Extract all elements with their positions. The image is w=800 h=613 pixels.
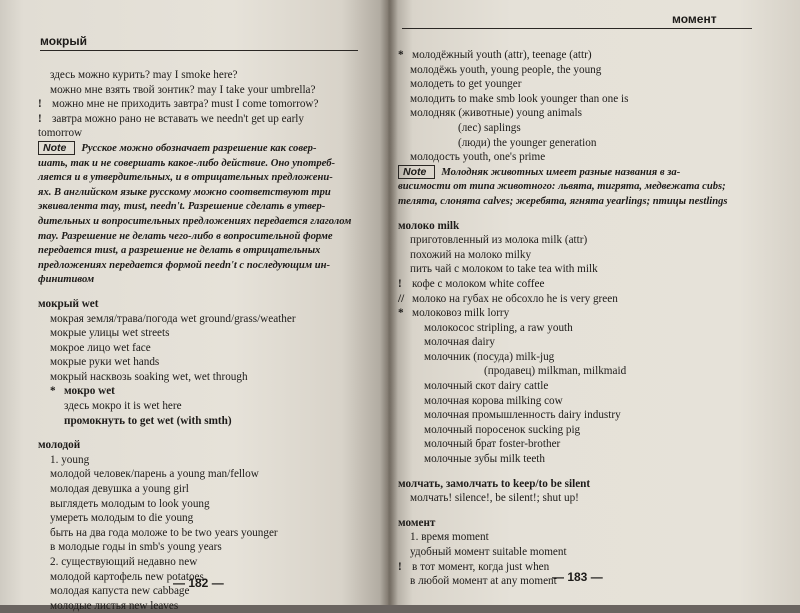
- entry-line: молодая девушка a young girl: [50, 483, 189, 496]
- entry-line: молочный поросенок sucking pig: [424, 423, 581, 436]
- entry-line: 1. young: [50, 453, 90, 466]
- usage-note-line: Русское можно обозначает разрешение как совер-: [81, 142, 317, 154]
- dictionary-line: [38, 370, 368, 385]
- dictionary-line: [398, 394, 778, 409]
- dictionary-line: [38, 258, 368, 273]
- entry-spacer: [38, 428, 368, 438]
- dictionary-line: [38, 141, 368, 156]
- entry-line: молодеть to get younger: [410, 78, 522, 91]
- entry-line: можно мне взять твой зонтик? may I take your umbrella?: [50, 83, 316, 96]
- dictionary-line: [398, 48, 778, 63]
- dictionary-line: [38, 97, 368, 112]
- dictionary-line: [398, 262, 778, 277]
- dictionary-line: [398, 379, 778, 394]
- dictionary-line: [38, 526, 368, 541]
- dictionary-line: [398, 335, 778, 350]
- left-text-column: [38, 68, 368, 613]
- dictionary-line: [398, 292, 778, 307]
- dictionary-line: [38, 467, 368, 482]
- dictionary-line: [398, 306, 778, 321]
- entry-line: можно мне не приходить завтра? must I come tomorrow?: [52, 98, 319, 111]
- dictionary-line: [398, 179, 778, 194]
- usage-note-line: Молодняк животных имеет разные названия в за-: [441, 166, 681, 178]
- dictionary-entry-head: [398, 477, 778, 492]
- usage-note-line: эквивалента may, must, needn't. Разрешение сделать в утвер-: [38, 201, 326, 213]
- asterisk-marker: *: [398, 49, 404, 61]
- dictionary-line: [398, 423, 778, 438]
- entry-line: молочный брат foster-brother: [424, 438, 561, 451]
- entry-spacer: [398, 209, 778, 219]
- usage-note-line: финитивом: [38, 274, 95, 286]
- entry-line: быть на два года моложе to be two years younger: [50, 526, 278, 539]
- entry-line: молочные зубы milk teeth: [424, 453, 545, 466]
- dictionary-line: [38, 229, 368, 244]
- entry-spacer: [38, 287, 368, 297]
- headword: молчать, замолчать to keep/to be silent: [398, 477, 591, 490]
- dictionary-line: [398, 106, 778, 121]
- dictionary-entry-head: [38, 297, 368, 312]
- dictionary-line: [38, 112, 368, 127]
- entry-line: в молодые годы in smb's young years: [50, 541, 222, 554]
- dictionary-line: [38, 156, 368, 171]
- dictionary-line: [38, 555, 368, 570]
- dictionary-line: [38, 185, 368, 200]
- idiom-marker: //: [398, 292, 405, 305]
- entry-line: мокрый насквозь soaking wet, wet through: [50, 370, 248, 383]
- right-text-column: [398, 48, 778, 589]
- entry-line: (продавец) milkman, milkmaid: [484, 365, 627, 378]
- page-number: — 183 —: [552, 570, 603, 584]
- dictionary-line: [398, 194, 778, 209]
- note-label: Note: [398, 165, 435, 179]
- running-head: мокрый: [40, 34, 88, 48]
- entry-line: молодёжь youth, young people, the young: [410, 63, 602, 76]
- entry-line: молодые листья new leaves: [50, 599, 179, 612]
- dictionary-line: [398, 165, 778, 180]
- dictionary-line: [398, 233, 778, 248]
- dictionary-entry-head: [38, 438, 368, 453]
- dictionary-line: [398, 408, 778, 423]
- exclamation-marker: !: [38, 98, 42, 111]
- entry-line: мокрые руки wet hands: [50, 356, 160, 369]
- dictionary-line: [398, 350, 778, 365]
- header-rule: [402, 28, 752, 29]
- entry-line: (люди) the younger generation: [458, 136, 597, 149]
- asterisk-marker: *: [50, 385, 56, 398]
- dictionary-line: [38, 355, 368, 370]
- entry-line: молчать! silence!, be silent!; shut up!: [410, 492, 579, 505]
- entry-line: молочная dairy: [424, 336, 495, 349]
- dictionary-line: [38, 341, 368, 356]
- entry-line: молодая капуста new cabbage: [50, 585, 190, 598]
- usage-note-line: висимости от типа животного: львята, тигрята, медвежата cubs;: [398, 181, 726, 193]
- entry-line: выглядеть молодым to look young: [50, 497, 210, 510]
- entry-line: кофе с молоком white coffee: [412, 277, 545, 290]
- entry-line: умереть молодым to die young: [50, 512, 194, 525]
- usage-note-line: ях. В английском языке русскому можно соответствуют три: [38, 186, 331, 198]
- entry-line: приготовленный из молока milk (attr): [410, 234, 588, 247]
- dictionary-line: [38, 326, 368, 341]
- dictionary-line: [398, 77, 778, 92]
- entry-line: молоковоз milk lorry: [412, 307, 510, 320]
- dictionary-line: [38, 453, 368, 468]
- dictionary-entry-head: [398, 516, 778, 531]
- usage-note-line: дительных и вопросительных предложениях передается глаголом: [38, 215, 352, 227]
- entry-line: похожий на молоко milky: [410, 248, 532, 261]
- entry-line: завтра можно рано не вставать we needn't get up early: [52, 112, 305, 125]
- usage-note-line: шать, так и не совершать какое-либо действие. Оно употреб-: [38, 157, 336, 169]
- headword: молоко milk: [398, 219, 460, 232]
- entry-line: молочный скот dairy cattle: [424, 380, 549, 393]
- dictionary-line: [38, 511, 368, 526]
- headword: мокрый wet: [38, 297, 99, 310]
- usage-note-line: телята, слонята calves; жеребята, ягнята yearlings; птицы nestlings: [398, 195, 728, 207]
- dictionary-line: [38, 312, 368, 327]
- entry-line: молодой картофель new potatoes: [50, 570, 204, 583]
- dictionary-line: [38, 384, 368, 399]
- entry-line: молодой человек/парень a young man/fellow: [50, 468, 259, 481]
- entry-spacer: [398, 506, 778, 516]
- dictionary-line: [398, 92, 778, 107]
- running-head: момент: [672, 12, 717, 26]
- dictionary-line: [398, 277, 778, 292]
- asterisk-marker: *: [398, 307, 404, 320]
- page-number: — 182 —: [173, 576, 224, 590]
- dictionary-line: [398, 321, 778, 336]
- dictionary-line: [398, 121, 778, 136]
- exclamation-marker: !: [38, 112, 42, 125]
- entry-line: 1. время moment: [410, 531, 489, 544]
- entry-line: мокрое лицо wet face: [50, 341, 151, 354]
- headword: молодой: [38, 439, 81, 452]
- derived-word: промокнуть to get wet (with smth): [64, 414, 232, 427]
- entry-line: (лес) saplings: [458, 121, 521, 134]
- entry-line: мокрая земля/трава/погода wet ground/grass/weather: [50, 312, 296, 325]
- dictionary-line: [38, 126, 368, 141]
- entry-line: пить чай с молоком to take tea with milk: [410, 263, 598, 276]
- header-rule: [40, 50, 358, 51]
- entry-line: 2. существующий недавно new: [50, 556, 198, 568]
- entry-line: молочная корова milking cow: [424, 394, 563, 407]
- dictionary-line: [398, 530, 778, 545]
- dictionary-line: [398, 437, 778, 452]
- dictionary-line: [38, 599, 368, 613]
- entry-line: молочная промышленность dairy industry: [424, 409, 621, 422]
- dictionary-line: [38, 243, 368, 258]
- dictionary-line: [38, 170, 368, 185]
- exclamation-marker: !: [398, 277, 402, 290]
- entry-line: удобный момент suitable moment: [410, 546, 567, 558]
- dictionary-line: [38, 482, 368, 497]
- dictionary-line: [38, 540, 368, 555]
- entry-line: молокосос stripling, a raw youth: [424, 321, 573, 334]
- exclamation-marker: !: [398, 560, 402, 573]
- entry-line: мокрые улицы wet streets: [50, 327, 170, 340]
- book-spine: [380, 0, 398, 605]
- entry-line: в любой момент at any moment: [410, 575, 557, 588]
- entry-line: молодняк (животные) young animals: [410, 107, 582, 120]
- dictionary-line: [398, 63, 778, 78]
- dictionary-line: [398, 491, 778, 506]
- usage-note-line: ляется и в утвердительных, и в отрицательных предложени-: [38, 172, 333, 184]
- entry-line: молодёжный youth (attr), teenage (attr): [412, 49, 592, 61]
- dictionary-line: [398, 136, 778, 151]
- right-page: [388, 0, 800, 605]
- dictionary-line: [38, 199, 368, 214]
- entry-line: молодить to make smb look younger than one is: [410, 92, 629, 105]
- dictionary-line: [398, 150, 778, 165]
- dictionary-line: [38, 68, 368, 83]
- headword: момент: [398, 516, 436, 529]
- dictionary-entry-head: [398, 219, 778, 234]
- dictionary-line: [398, 545, 778, 560]
- dictionary-line: [38, 214, 368, 229]
- usage-note-line: предложениях передается формой needn't с последующим ин-: [38, 259, 331, 271]
- dictionary-line: [38, 399, 368, 414]
- entry-line: молочник (посуда) milk-jug: [424, 350, 555, 363]
- entry-line: здесь можно курить? may I smoke here?: [50, 69, 238, 81]
- dictionary-line: [398, 248, 778, 263]
- usage-note-line: may. Разрешение не делать чего-либо в вопросительной форме: [38, 230, 333, 242]
- note-label: Note: [38, 141, 75, 155]
- dictionary-line: [38, 497, 368, 512]
- entry-line: tomorrow: [38, 127, 83, 140]
- entry-line: здесь мокро it is wet here: [64, 400, 182, 413]
- entry-line: молоко на губах не обсохло he is very green: [412, 292, 618, 305]
- usage-note-line: передается must, а разрешение не делать в отрицательных: [38, 245, 321, 257]
- dictionary-line: [38, 83, 368, 98]
- entry-line: в тот момент, когда just when: [412, 560, 550, 573]
- dictionary-line: [38, 272, 368, 287]
- dictionary-line: [398, 364, 778, 379]
- left-page: [0, 0, 388, 612]
- dictionary-line: [398, 452, 778, 467]
- dictionary-line: [38, 414, 368, 429]
- entry-line: молодость youth, one's prime: [410, 151, 546, 164]
- entry-spacer: [398, 467, 778, 477]
- derived-word: мокро wet: [64, 385, 115, 398]
